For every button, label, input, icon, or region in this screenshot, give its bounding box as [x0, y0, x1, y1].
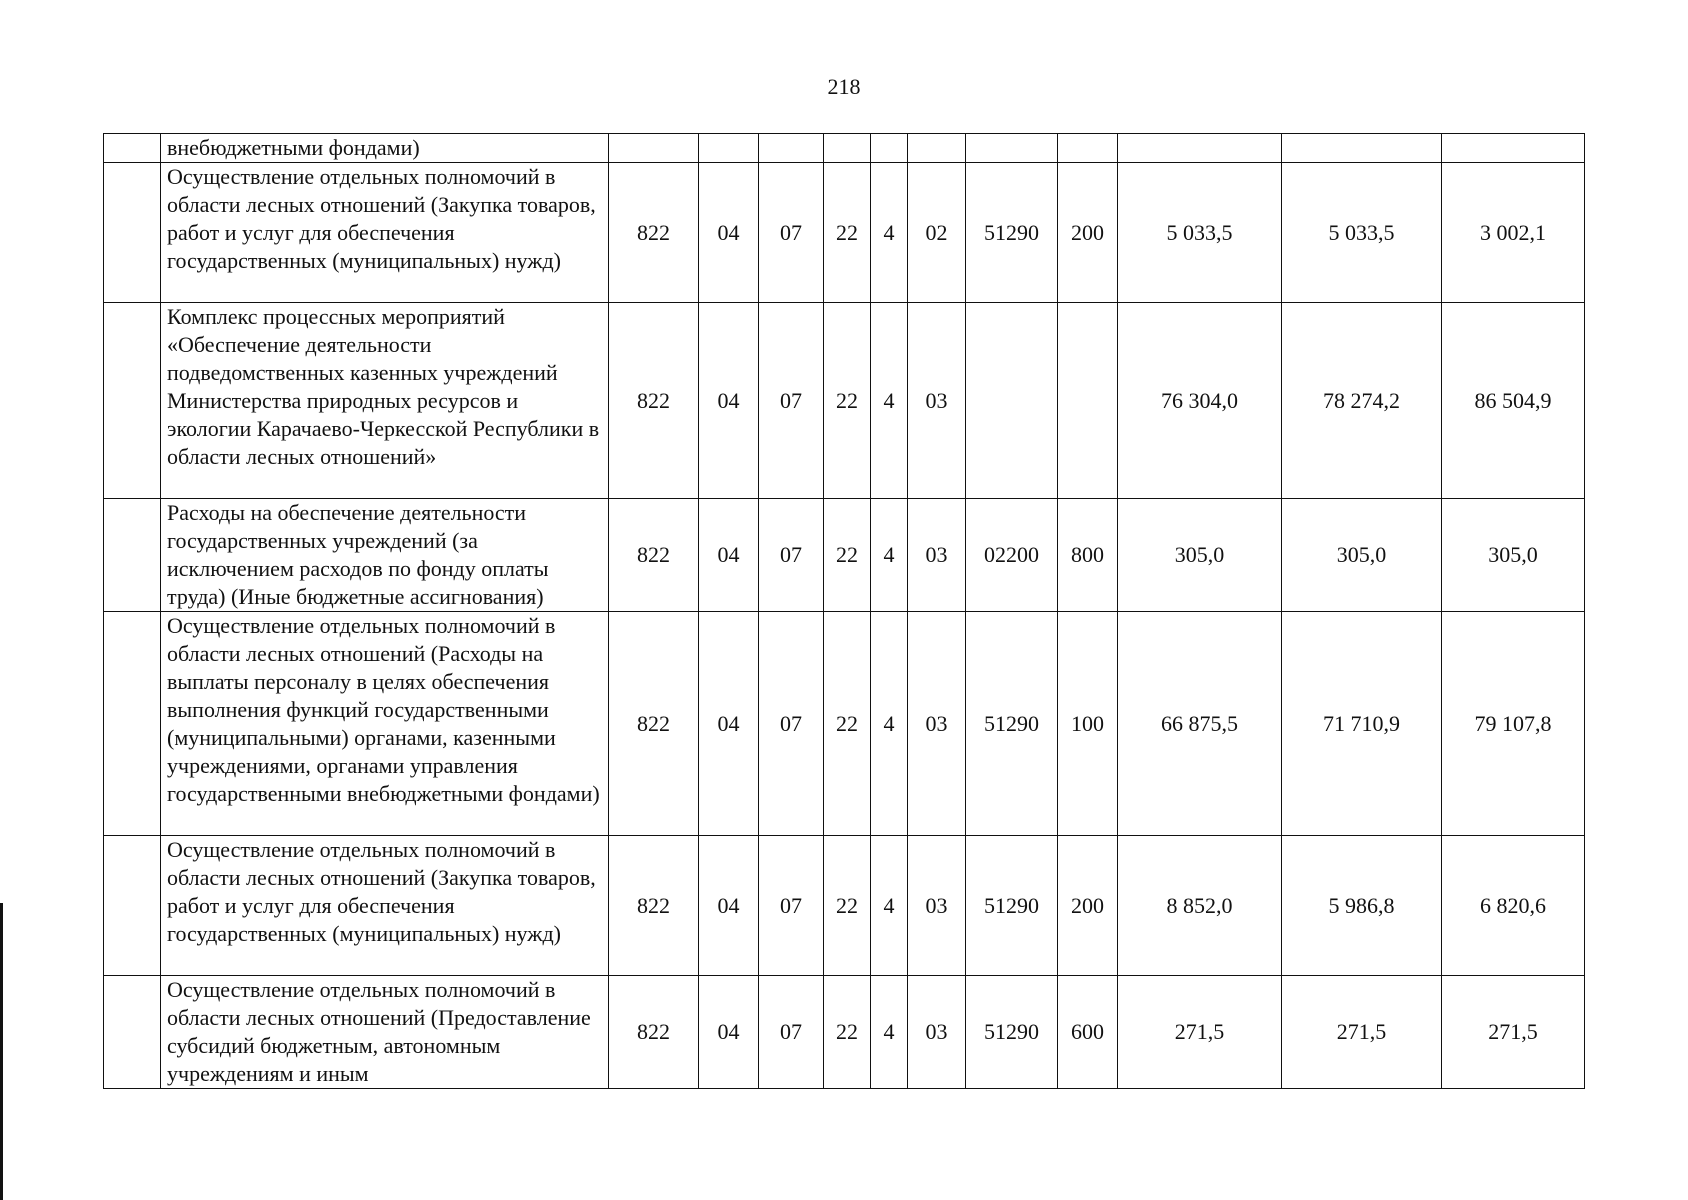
amount-year3-cell: 3 002,1: [1442, 163, 1585, 303]
row-number-cell: [104, 612, 161, 836]
expense-direction-cell: [966, 303, 1058, 499]
subsection-cell: 07: [759, 499, 824, 612]
amount-year1-cell: 271,5: [1118, 976, 1282, 1089]
expense-direction-cell: 51290: [966, 612, 1058, 836]
row-number-cell: [104, 976, 161, 1089]
table-row: [104, 163, 1585, 303]
amount-year3-cell: [1442, 134, 1585, 163]
expense-direction-cell: 51290: [966, 163, 1058, 303]
amount-year2-cell: 5 986,8: [1282, 836, 1442, 976]
amount-year3-cell: 6 820,6: [1442, 836, 1585, 976]
amount-year2-cell: 271,5: [1282, 976, 1442, 1089]
structural-element-cell: 03: [908, 499, 966, 612]
description-cell: Комплекс процессных мероприятий «Обеспечение деятельности подведомственных казенных учреждений Министерства природных ресурсов и экологии Карачаево-Черкесской Республики в области лесных отношений»: [161, 303, 609, 499]
expense-type-cell: 200: [1058, 163, 1118, 303]
amount-year2-cell: 71 710,9: [1282, 612, 1442, 836]
program-cell: [824, 134, 871, 163]
program-cell: 22: [824, 612, 871, 836]
expense-direction-cell: 51290: [966, 976, 1058, 1089]
section-cell: 04: [699, 499, 759, 612]
amount-year2-cell: 78 274,2: [1282, 303, 1442, 499]
expense-type-cell: 100: [1058, 612, 1118, 836]
subsection-cell: 07: [759, 976, 824, 1089]
amount-year3-cell: 79 107,8: [1442, 612, 1585, 836]
table-row: [104, 836, 1585, 976]
scan-edge-line: [0, 903, 3, 1200]
subsection-cell: 07: [759, 163, 824, 303]
program-type-cell: 4: [871, 612, 908, 836]
table-row: [104, 134, 1585, 163]
amount-year1-cell: 66 875,5: [1118, 612, 1282, 836]
program-type-cell: 4: [871, 976, 908, 1089]
ministry-code-cell: 822: [609, 499, 699, 612]
row-number-cell: [104, 134, 161, 163]
structural-element-cell: [908, 134, 966, 163]
subsection-cell: 07: [759, 612, 824, 836]
table-row: [104, 976, 1585, 1089]
program-type-cell: 4: [871, 499, 908, 612]
structural-element-cell: 03: [908, 303, 966, 499]
program-type-cell: 4: [871, 303, 908, 499]
expense-type-cell: 800: [1058, 499, 1118, 612]
structural-element-cell: 03: [908, 976, 966, 1089]
description-cell: Осуществление отдельных полномочий в области лесных отношений (Закупка товаров, работ и услуг для обеспечения государственных (муниципальных) нужд): [161, 836, 609, 976]
structural-element-cell: 03: [908, 836, 966, 976]
page-number: 218: [827, 74, 861, 99]
section-cell: 04: [699, 612, 759, 836]
subsection-cell: 07: [759, 836, 824, 976]
section-cell: [699, 134, 759, 163]
description-cell: Расходы на обеспечение деятельности государственных учреждений (за исключением расходов по фонду оплаты труда) (Иные бюджетные ассигнования): [161, 499, 609, 612]
expense-direction-cell: 51290: [966, 836, 1058, 976]
structural-element-cell: 02: [908, 163, 966, 303]
section-cell: 04: [699, 163, 759, 303]
row-number-cell: [104, 163, 161, 303]
table-row: [104, 499, 1585, 612]
amount-year3-cell: 271,5: [1442, 976, 1585, 1089]
section-cell: 04: [699, 303, 759, 499]
amount-year2-cell: 305,0: [1282, 499, 1442, 612]
amount-year1-cell: 305,0: [1118, 499, 1282, 612]
description-cell: Осуществление отдельных полномочий в области лесных отношений (Расходы на выплаты персоналу в целях обеспечения выполнения функций государственными (муниципальными) органами, казенными учреждениями, органами управления государственными внебюджетными фондами): [161, 612, 609, 836]
amount-year3-cell: 86 504,9: [1442, 303, 1585, 499]
amount-year1-cell: 8 852,0: [1118, 836, 1282, 976]
ministry-code-cell: 822: [609, 836, 699, 976]
section-cell: 04: [699, 836, 759, 976]
expense-direction-cell: 02200: [966, 499, 1058, 612]
expense-type-cell: 600: [1058, 976, 1118, 1089]
row-number-cell: [104, 836, 161, 976]
subsection-cell: 07: [759, 303, 824, 499]
amount-year1-cell: 76 304,0: [1118, 303, 1282, 499]
budget-table: [103, 133, 1585, 1089]
section-cell: 04: [699, 976, 759, 1089]
ministry-code-cell: 822: [609, 163, 699, 303]
amount-year2-cell: [1282, 134, 1442, 163]
row-number-cell: [104, 499, 161, 612]
program-type-cell: 4: [871, 836, 908, 976]
amount-year2-cell: 5 033,5: [1282, 163, 1442, 303]
expense-type-cell: [1058, 134, 1118, 163]
program-cell: 22: [824, 163, 871, 303]
row-number-cell: [104, 303, 161, 499]
ministry-code-cell: 822: [609, 303, 699, 499]
expense-direction-cell: [966, 134, 1058, 163]
program-type-cell: 4: [871, 163, 908, 303]
table-row: [104, 303, 1585, 499]
table-row: [104, 612, 1585, 836]
amount-year1-cell: 5 033,5: [1118, 163, 1282, 303]
program-cell: 22: [824, 836, 871, 976]
amount-year1-cell: [1118, 134, 1282, 163]
program-cell: 22: [824, 976, 871, 1089]
program-cell: 22: [824, 303, 871, 499]
structural-element-cell: 03: [908, 612, 966, 836]
description-cell: Осуществление отдельных полномочий в области лесных отношений (Предоставление субсидий бюджетным, автономным учреждениям и иным: [161, 976, 609, 1089]
ministry-code-cell: [609, 134, 699, 163]
description-cell: внебюджетными фондами): [161, 134, 609, 163]
program-cell: 22: [824, 499, 871, 612]
program-type-cell: [871, 134, 908, 163]
ministry-code-cell: 822: [609, 976, 699, 1089]
expense-type-cell: 200: [1058, 836, 1118, 976]
subsection-cell: [759, 134, 824, 163]
expense-type-cell: [1058, 303, 1118, 499]
amount-year3-cell: 305,0: [1442, 499, 1585, 612]
description-cell: Осуществление отдельных полномочий в области лесных отношений (Закупка товаров, работ и услуг для обеспечения государственных (муниципальных) нужд): [161, 163, 609, 303]
ministry-code-cell: 822: [609, 612, 699, 836]
